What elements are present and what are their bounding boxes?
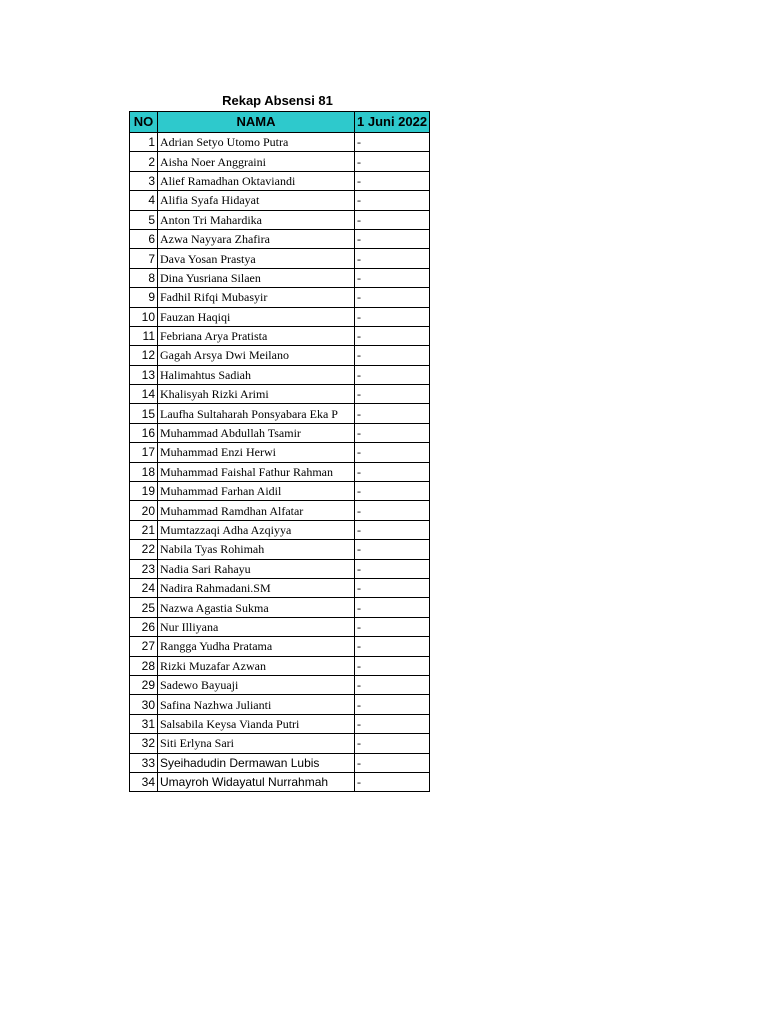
name-cell[interactable]: Alief Ramadhan Oktaviandi [158, 171, 355, 190]
row-number-cell[interactable]: 18 [130, 462, 158, 481]
table-row [130, 307, 430, 326]
table-row [130, 133, 430, 152]
attendance-status-cell[interactable]: - [355, 559, 430, 578]
attendance-status-cell[interactable]: - [355, 462, 430, 481]
name-cell[interactable]: Nadira Rahmadani.SM [158, 578, 355, 597]
attendance-status-cell[interactable]: - [355, 326, 430, 345]
row-number-cell[interactable]: 8 [130, 268, 158, 287]
attendance-status-cell[interactable]: - [355, 133, 430, 152]
attendance-status-cell[interactable]: - [355, 443, 430, 462]
table-row [130, 385, 430, 404]
sheet-title: Rekap Absensi 81 [222, 93, 333, 108]
table-row [130, 734, 430, 753]
table-row [130, 288, 430, 307]
attendance-status-cell[interactable]: - [355, 695, 430, 714]
table-row [130, 501, 430, 520]
attendance-status-cell[interactable]: - [355, 365, 430, 384]
table-row [130, 772, 430, 791]
name-cell[interactable]: Nazwa Agastia Sukma [158, 598, 355, 617]
table-row [130, 637, 430, 656]
row-number-cell[interactable]: 33 [130, 753, 158, 772]
name-cell[interactable]: Nadia Sari Rahayu [158, 559, 355, 578]
name-cell[interactable]: Febriana Arya Pratista [158, 326, 355, 345]
attendance-status-cell[interactable]: - [355, 423, 430, 442]
header-nama[interactable]: NAMA [158, 112, 355, 133]
attendance-rows [130, 133, 430, 792]
row-number-cell[interactable]: 6 [130, 229, 158, 248]
row-number-cell[interactable]: 15 [130, 404, 158, 423]
table-row [130, 443, 430, 462]
row-number-cell[interactable]: 34 [130, 772, 158, 791]
name-cell[interactable]: Siti Erlyna Sari [158, 734, 355, 753]
name-cell[interactable]: Nabila Tyas Rohimah [158, 540, 355, 559]
table-row [130, 171, 430, 190]
name-cell[interactable]: Aisha Noer Anggraini [158, 152, 355, 171]
row-number-cell[interactable]: 23 [130, 559, 158, 578]
name-cell[interactable]: Rangga Yudha Pratama [158, 637, 355, 656]
table-row [130, 229, 430, 248]
name-cell[interactable]: Muhammad Ramdhan Alfatar [158, 501, 355, 520]
row-number-cell[interactable]: 14 [130, 385, 158, 404]
table-row [130, 695, 430, 714]
table-row [130, 656, 430, 675]
row-number-cell[interactable]: 20 [130, 501, 158, 520]
row-number-cell[interactable]: 22 [130, 540, 158, 559]
row-number-cell[interactable]: 1 [130, 133, 158, 152]
name-cell[interactable]: Fadhil Rifqi Mubasyir [158, 288, 355, 307]
table-row [130, 152, 430, 171]
table-row [130, 326, 430, 345]
name-cell[interactable]: Azwa Nayyara Zhafira [158, 229, 355, 248]
attendance-status-cell[interactable]: - [355, 734, 430, 753]
name-cell[interactable]: Rizki Muzafar Azwan [158, 656, 355, 675]
attendance-status-cell[interactable]: - [355, 210, 430, 229]
attendance-status-cell[interactable]: - [355, 637, 430, 656]
table-row [130, 559, 430, 578]
name-cell[interactable]: Syeihadudin Dermawan Lubis [158, 753, 355, 772]
name-cell[interactable]: Khalisyah Rizki Arimi [158, 385, 355, 404]
row-number-cell[interactable]: 30 [130, 695, 158, 714]
attendance-status-cell[interactable]: - [355, 617, 430, 636]
name-cell[interactable]: Nur Illiyana [158, 617, 355, 636]
row-number-cell[interactable]: 3 [130, 171, 158, 190]
row-number-cell[interactable]: 31 [130, 714, 158, 733]
row-number-cell[interactable]: 7 [130, 249, 158, 268]
attendance-status-cell[interactable]: - [355, 346, 430, 365]
row-number-cell[interactable]: 2 [130, 152, 158, 171]
attendance-status-cell[interactable]: - [355, 598, 430, 617]
attendance-status-cell[interactable]: - [355, 772, 430, 791]
row-number-cell[interactable]: 5 [130, 210, 158, 229]
table-row [130, 482, 430, 501]
attendance-status-cell[interactable]: - [355, 656, 430, 675]
name-cell[interactable]: Muhammad Abdullah Tsamir [158, 423, 355, 442]
table-row [130, 578, 430, 597]
table-row [130, 365, 430, 384]
attendance-status-cell[interactable]: - [355, 307, 430, 326]
table-row [130, 268, 430, 287]
row-number-cell[interactable]: 16 [130, 423, 158, 442]
table-row [130, 404, 430, 423]
name-cell[interactable]: Fauzan Haqiqi [158, 307, 355, 326]
table-row [130, 210, 430, 229]
name-cell[interactable]: Sadewo Bayuaji [158, 675, 355, 694]
table-row [130, 753, 430, 772]
name-cell[interactable]: Halimahtus Sadiah [158, 365, 355, 384]
attendance-status-cell[interactable]: - [355, 540, 430, 559]
name-cell[interactable]: Dina Yusriana Silaen [158, 268, 355, 287]
row-number-cell[interactable]: 32 [130, 734, 158, 753]
row-number-cell[interactable]: 11 [130, 326, 158, 345]
attendance-status-cell[interactable]: - [355, 675, 430, 694]
name-cell[interactable]: Adrian Setyo Utomo Putra [158, 133, 355, 152]
row-number-cell[interactable]: 4 [130, 191, 158, 210]
table-row [130, 540, 430, 559]
table-row [130, 520, 430, 539]
table-row [130, 249, 430, 268]
name-cell[interactable]: Anton Tri Mahardika [158, 210, 355, 229]
table-row [130, 714, 430, 733]
attendance-status-cell[interactable]: - [355, 404, 430, 423]
table-row [130, 346, 430, 365]
row-number-cell[interactable]: 24 [130, 578, 158, 597]
attendance-status-cell[interactable]: - [355, 501, 430, 520]
table-row [130, 598, 430, 617]
row-number-cell[interactable]: 29 [130, 675, 158, 694]
row-number-cell[interactable]: 28 [130, 656, 158, 675]
table-row [130, 617, 430, 636]
row-number-cell[interactable]: 12 [130, 346, 158, 365]
name-cell[interactable]: Muhammad Enzi Herwi [158, 443, 355, 462]
name-cell[interactable]: Muhammad Farhan Aidil [158, 482, 355, 501]
attendance-table [129, 111, 430, 792]
row-number-cell[interactable]: 17 [130, 443, 158, 462]
attendance-status-cell[interactable]: - [355, 288, 430, 307]
attendance-status-cell[interactable]: - [355, 249, 430, 268]
attendance-status-cell[interactable]: - [355, 171, 430, 190]
header-no[interactable]: NO [130, 112, 158, 133]
row-number-cell[interactable]: 9 [130, 288, 158, 307]
name-cell[interactable]: Safina Nazhwa Julianti [158, 695, 355, 714]
name-cell[interactable]: Muhammad Faishal Fathur Rahman [158, 462, 355, 481]
name-cell[interactable]: Dava Yosan Prastya [158, 249, 355, 268]
header-row [130, 112, 430, 133]
attendance-status-cell[interactable]: - [355, 229, 430, 248]
name-cell[interactable]: Laufha Sultaharah Ponsyabara Eka P [158, 404, 355, 423]
attendance-status-cell[interactable]: - [355, 385, 430, 404]
name-cell[interactable]: Umayroh Widayatul Nurrahmah [158, 772, 355, 791]
header-date[interactable]: 1 Juni 2022 [355, 112, 430, 133]
table-row [130, 675, 430, 694]
attendance-status-cell[interactable]: - [355, 753, 430, 772]
table-row [130, 191, 430, 210]
row-number-cell[interactable]: 13 [130, 365, 158, 384]
name-cell[interactable]: Gagah Arsya Dwi Meilano [158, 346, 355, 365]
attendance-status-cell[interactable]: - [355, 191, 430, 210]
attendance-status-cell[interactable]: - [355, 578, 430, 597]
row-number-cell[interactable]: 26 [130, 617, 158, 636]
attendance-status-cell[interactable]: - [355, 152, 430, 171]
name-cell[interactable]: Alifia Syafa Hidayat [158, 191, 355, 210]
attendance-status-cell[interactable]: - [355, 482, 430, 501]
table-row [130, 462, 430, 481]
row-number-cell[interactable]: 19 [130, 482, 158, 501]
row-number-cell[interactable]: 25 [130, 598, 158, 617]
attendance-status-cell[interactable]: - [355, 268, 430, 287]
row-number-cell[interactable]: 21 [130, 520, 158, 539]
name-cell[interactable]: Mumtazzaqi Adha Azqiyya [158, 520, 355, 539]
name-cell[interactable]: Salsabila Keysa Vianda Putri [158, 714, 355, 733]
table-row [130, 423, 430, 442]
attendance-status-cell[interactable]: - [355, 714, 430, 733]
row-number-cell[interactable]: 10 [130, 307, 158, 326]
attendance-status-cell[interactable]: - [355, 520, 430, 539]
row-number-cell[interactable]: 27 [130, 637, 158, 656]
